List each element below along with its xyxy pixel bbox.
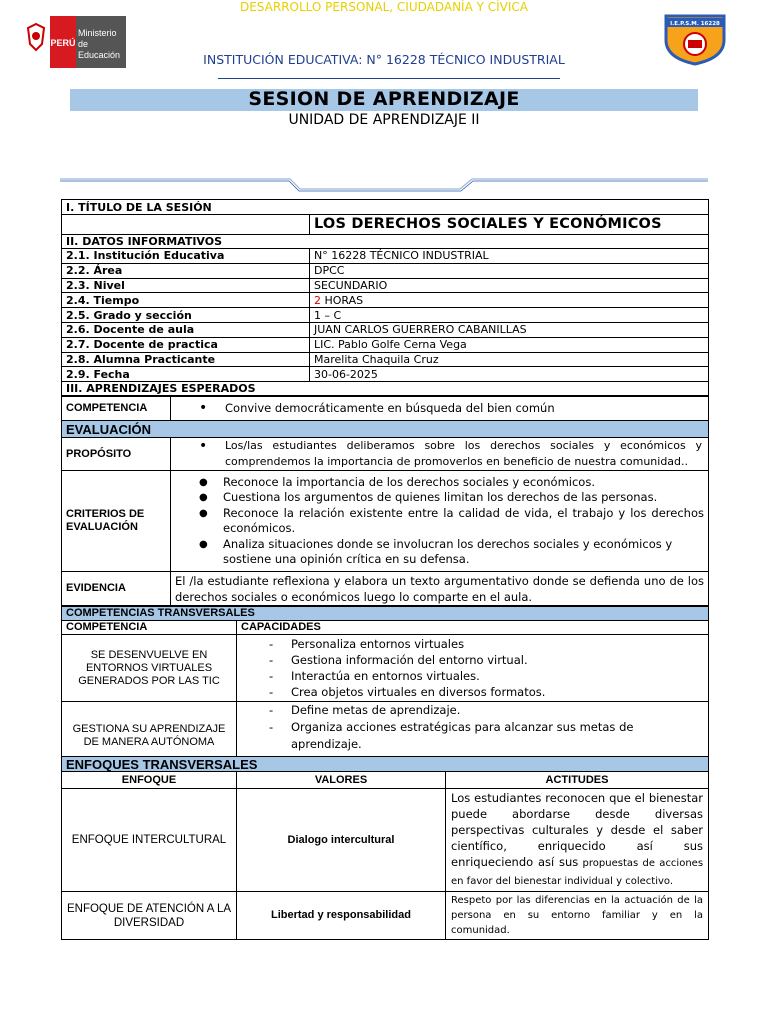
capacidad-item: - Personaliza entornos virtuales	[241, 636, 704, 652]
capacidad-item: - Crea objetos virtuales en diversos formatos.	[241, 684, 704, 700]
enfoque-actitud	[446, 789, 709, 892]
capacidades-list	[241, 636, 704, 700]
tiempo-number: 2	[314, 293, 321, 307]
aprendizajes-label: III. APRENDIZAJES ESPERADOS	[62, 382, 709, 396]
datos-row-label: 2.6. Docente de aula	[62, 322, 310, 337]
datos-row-value: 30-06-2025	[310, 367, 709, 382]
datos-row-label: 2.2. Área	[62, 263, 310, 278]
enfoque-actitud: Respeto por las diferencias en la actuación de la persona en su entorno familiar y en la comunidad.	[446, 892, 709, 940]
criterio-item: ● Cuestiona los argumentos de quienes limitan los derechos de las personas.	[175, 490, 704, 506]
datos-row-label: 2.1. Institución Educativa	[62, 249, 310, 264]
transversales-header: COMPETENCIAS TRANSVERSALES	[62, 607, 709, 621]
datos-row-value: N° 16228 TÉCNICO INDUSTRIAL	[310, 249, 709, 264]
datos-row-value: JUAN CARLOS GUERRERO CABANILLAS	[310, 322, 709, 337]
institution-line: INSTITUCIÓN EDUCATIVA: N° 16228 TÉCNICO INDUSTRIAL	[203, 52, 565, 67]
datos-row-value: DPCC	[310, 263, 709, 278]
datos-row-label: 2.3. Nivel	[62, 278, 310, 293]
capacidad-item: - Gestiona información del entorno virtual.	[241, 652, 704, 668]
capacidad-item: - Interactúa en entornos virtuales.	[241, 668, 704, 684]
col-valores: VALORES	[237, 772, 446, 789]
title-label-spacer	[62, 215, 310, 235]
capacidad-item: - Monitorea y ajusta su desempeño durante el proceso de aprendizaje.	[241, 753, 704, 770]
datos-row-label: 2.4. Tiempo	[62, 293, 310, 308]
actitud-main: Los estudiantes reconocen que el bienestar puede abordarse desde diversas perspectivas culturales y desde el saber científico, enriquecido así sus enriqueciendo así sus	[451, 791, 704, 869]
capacidad-item: - Define metas de aprendizaje.	[241, 702, 704, 719]
datos-label: II. DATOS INFORMATIVOS	[62, 235, 709, 249]
actitud-small: propuestas de acciones en favor del bienestar individual y colectivo.	[451, 858, 704, 887]
subject-header: DESARROLLO PERSONAL, CIUDADANÍA Y CÍVICA	[239, 0, 529, 14]
transversal-competencia: GESTIONA SU APRENDIZAJE DE MANERA AUTÓNOMA	[62, 702, 237, 771]
transversal-competencia: SE DESENVUELVE EN ENTORNOS VIRTUALES GENERADOS POR LAS TIC	[62, 635, 237, 702]
datos-row-label: 2.7. Docente de practica	[62, 337, 310, 352]
capacidades-cell	[237, 635, 709, 702]
minedu-country: PERÚ	[50, 38, 76, 48]
decorative-divider	[60, 172, 708, 196]
enfoques-header: ENFOQUES TRANSVERSALES	[62, 757, 709, 772]
datos-row-label: 2.8. Alumna Practicante	[62, 352, 310, 367]
datos-row-label: 2.5. Grado y sección	[62, 308, 310, 323]
proposito-label: PROPÓSITO	[62, 438, 171, 471]
criterios-cell	[171, 471, 709, 572]
institution-underline	[218, 78, 560, 79]
criterio-item: ● Reconoce la relación existente entre la calidad de vida, el trabajo y los derechos económicos.	[175, 506, 704, 537]
title-label: I. TÍTULO DE LA SESIÓN	[62, 200, 709, 215]
session-title: LOS DERECHOS SOCIALES Y ECONÓMICOS	[310, 215, 709, 235]
criterios-list	[175, 475, 704, 568]
minedu-name: Ministerio de Educación	[78, 28, 121, 60]
criterio-item: ● Reconoce la importancia de los derechos sociales y económicos.	[175, 475, 704, 491]
unit-subtitle: UNIDAD DE APRENDIZAJE II	[288, 112, 480, 128]
evaluacion-header: EVALUACIÓN	[62, 421, 709, 438]
datos-row-value: 1 – C	[310, 308, 709, 323]
enfoque-name: ENFOQUE INTERCULTURAL	[62, 789, 237, 892]
datos-row-value: Marelita Chaquila Cruz	[310, 352, 709, 367]
col-competencia: COMPETENCIA	[62, 621, 237, 635]
evidencia-label: EVIDENCIA	[62, 572, 171, 606]
col-actitudes: ACTITUDES	[446, 772, 709, 789]
datos-row-value: LIC. Pablo Golfe Cerna Vega	[310, 337, 709, 352]
proposito-cell	[171, 438, 709, 471]
criterios-label: CRITERIOS DE EVALUACIÓN	[62, 471, 171, 572]
school-logo-text: I.E.P.S.M. 16228	[670, 21, 720, 27]
enfoque-valor: Dialogo intercultural	[237, 789, 446, 892]
competencia-item: • Convive democráticamente en búsqueda del bien común	[175, 401, 704, 417]
aprendizajes-table	[61, 396, 709, 606]
competencia-cell	[171, 397, 709, 421]
evidencia-value: El /la estudiante reflexiona y elabora un texto argumentativo donde se defienda uno de los derechos sociales o económicos luego lo comparte en el aula.	[171, 572, 709, 606]
datos-row-value	[310, 293, 709, 308]
transversales-table	[61, 606, 709, 771]
competencia-label: COMPETENCIA	[62, 397, 171, 421]
enfoque-name: ENFOQUE DE ATENCIÓN A LA DIVERSIDAD	[62, 892, 237, 940]
col-capacidades: CAPACIDADES	[237, 621, 709, 635]
datos-row-label: 2.9. Fecha	[62, 367, 310, 382]
proposito-item: • Los/las estudiantes deliberamos sobre los derechos sociales y económicos y comprendemos la importancia de promoverlos en beneficio de nuestra comunidad..	[175, 438, 704, 470]
enfoque-valor: Libertad y responsabilidad	[237, 892, 446, 940]
tiempo-unit: HORAS	[321, 293, 364, 307]
datos-row-value: SECUNDARIO	[310, 278, 709, 293]
enfoques-table	[61, 756, 709, 940]
page-title: SESION DE APRENDIZAJE	[248, 88, 520, 110]
criterio-item: ● Analiza situaciones donde se involucran los derechos sociales y económicos y sostiene una opinión crítica en su defensa.	[175, 537, 704, 568]
datos-table	[61, 199, 709, 396]
capacidad-item: - Organiza acciones estratégicas para alcanzar sus metas de aprendizaje.	[241, 719, 704, 753]
col-enfoque: ENFOQUE	[62, 772, 237, 789]
